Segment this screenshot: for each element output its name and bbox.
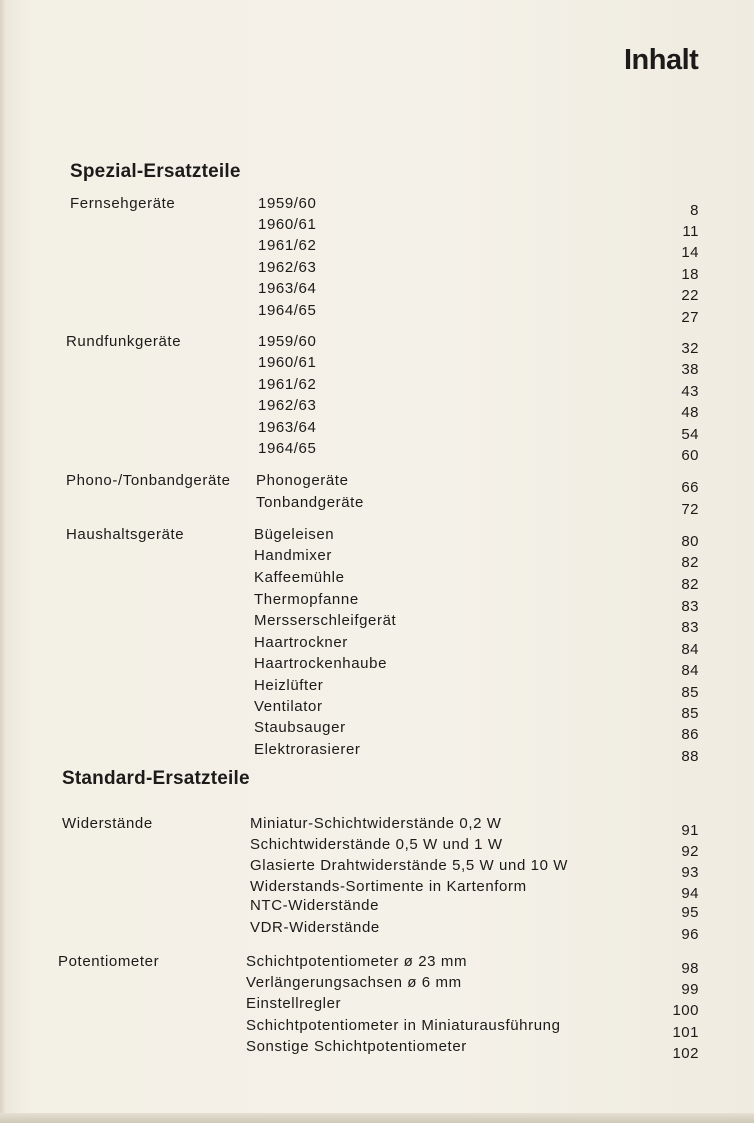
category-label: Phono-/Tonbandgeräte [66, 472, 231, 489]
entry-label: Schichtwiderstände 0,5 W und 1 W [250, 836, 503, 853]
page-number: 66 [681, 479, 699, 496]
page-number: 93 [681, 864, 699, 881]
entry-label: 1959/60 [258, 195, 317, 212]
category-label: Widerstände [62, 815, 153, 832]
page-number: 99 [681, 981, 699, 998]
entry-label: Widerstands-Sortimente in Kartenform [250, 878, 527, 895]
entry-label: 1962/63 [258, 397, 317, 414]
entry-label: Heizlüfter [254, 677, 324, 694]
page-number: 91 [681, 822, 699, 839]
page-title: Inhalt [624, 44, 699, 76]
page-number: 100 [672, 1002, 699, 1019]
page-number: 95 [681, 904, 699, 921]
entry-label: Sonstige Schichtpotentiometer [246, 1038, 467, 1055]
page-number: 94 [681, 885, 699, 902]
entry-label: 1961/62 [258, 376, 317, 393]
entry-label: Haartrockner [254, 634, 348, 651]
entry-label: Thermopfanne [254, 591, 359, 608]
entry-label: Haartrockenhaube [254, 655, 388, 672]
page-number: 43 [681, 383, 699, 400]
page-number: 102 [672, 1045, 699, 1062]
entry-label: Schichtpotentiometer ø 23 mm [246, 953, 468, 970]
page-number: 92 [681, 843, 699, 860]
page-number: 27 [681, 309, 699, 326]
page-number: 80 [681, 533, 699, 550]
entry-label: Miniatur-Schichtwiderstände 0,2 W [250, 815, 502, 832]
entry-label: Verlängerungsachsen ø 6 mm [246, 974, 462, 991]
page-number: 85 [681, 684, 699, 701]
page-bottom-edge [0, 1113, 754, 1123]
entry-label: 1959/60 [258, 333, 317, 350]
entry-label: 1964/65 [258, 440, 317, 457]
page-number: 22 [681, 287, 699, 304]
page-number: 8 [690, 202, 699, 219]
page-number: 96 [681, 926, 699, 943]
page-number: 83 [681, 619, 699, 636]
page-number: 11 [682, 223, 699, 240]
page-number: 88 [681, 748, 699, 765]
entry-label: Mersserschleifgerät [254, 612, 397, 629]
page-number: 72 [681, 501, 699, 518]
category-label: Potentiometer [58, 953, 160, 970]
page-number: 98 [681, 960, 699, 977]
page-number: 84 [681, 662, 699, 679]
entry-label: 1963/64 [258, 419, 317, 436]
entry-label: Ventilator [254, 698, 323, 715]
entry-label: 1963/64 [258, 280, 317, 297]
category-label: Rundfunkgeräte [66, 333, 182, 350]
page-number: 82 [681, 554, 699, 571]
page-number: 32 [681, 340, 699, 357]
page-number: 85 [681, 705, 699, 722]
page-number: 48 [681, 404, 699, 421]
entry-label: 1964/65 [258, 302, 317, 319]
category-label: Haushaltsgeräte [66, 526, 185, 543]
entry-label: Phonogeräte [256, 472, 349, 489]
entry-label: Staubsauger [254, 719, 346, 736]
entry-label: 1960/61 [258, 354, 317, 371]
entry-label: 1962/63 [258, 259, 317, 276]
page-number: 84 [681, 641, 699, 658]
entry-label: Tonbandgeräte [256, 494, 364, 511]
page-number: 38 [681, 361, 699, 378]
entry-label: NTC-Widerstände [250, 897, 380, 914]
page-number: 83 [681, 598, 699, 615]
entry-label: 1960/61 [258, 216, 317, 233]
entry-label: 1961/62 [258, 237, 317, 254]
page-number: 54 [681, 426, 699, 443]
page-number: 60 [681, 447, 699, 464]
page-number: 82 [681, 576, 699, 593]
section-heading: Spezial-Ersatzteile [70, 161, 241, 182]
category-label: Fernsehgeräte [70, 195, 176, 212]
entry-label: VDR-Widerstände [250, 919, 380, 936]
page-number: 86 [681, 726, 699, 743]
entry-label: Elektrorasierer [254, 741, 361, 758]
page-number: 14 [681, 244, 699, 261]
entry-label: Handmixer [254, 547, 332, 564]
section-heading: Standard-Ersatzteile [62, 768, 250, 789]
entry-label: Einstellregler [246, 995, 342, 1012]
page-number: 101 [672, 1024, 699, 1041]
entry-label: Bügeleisen [254, 526, 335, 543]
entry-label: Glasierte Drahtwiderstände 5,5 W und 10 W [250, 857, 569, 874]
page-number: 18 [681, 266, 699, 283]
entry-label: Schichtpotentiometer in Miniaturausführung [246, 1017, 561, 1034]
entry-label: Kaffeemühle [254, 569, 345, 586]
